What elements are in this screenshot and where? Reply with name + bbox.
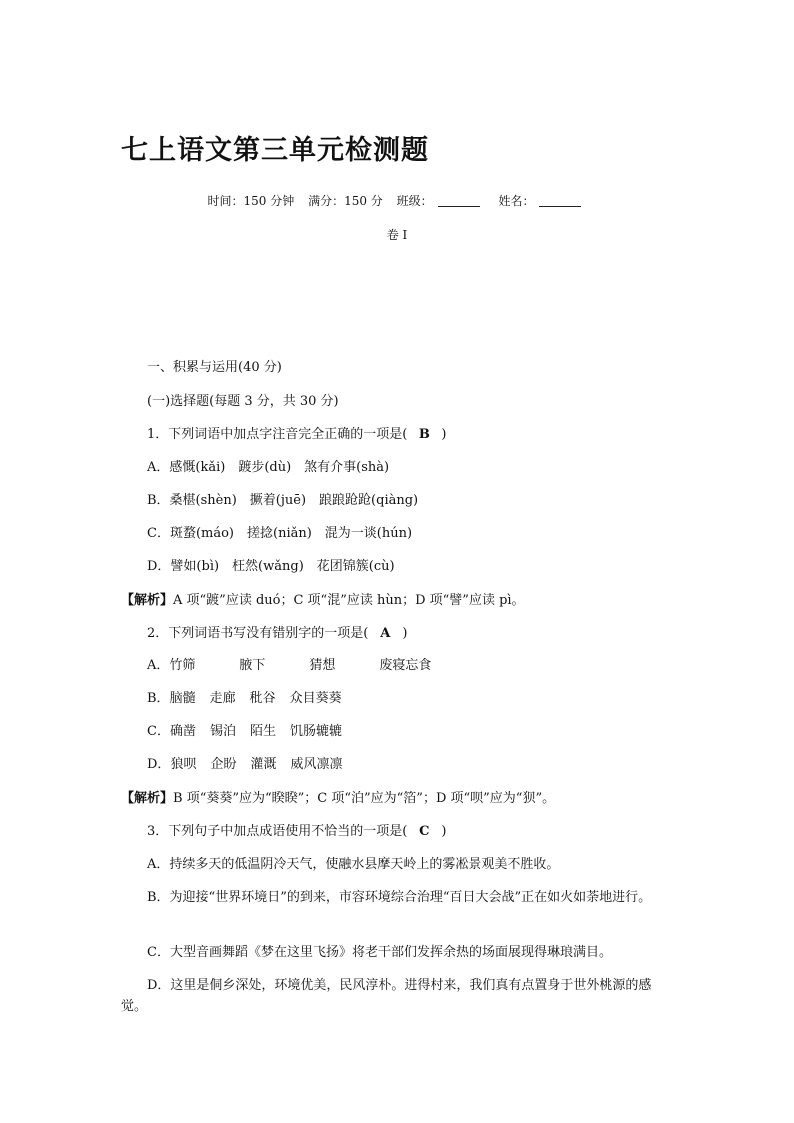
exam-time: 时间：150 分钟 (207, 194, 295, 208)
option-word: 腋下 (239, 658, 266, 673)
q1-option-c: C．斑蝥(máo) 搓捻(niǎn) 混为一谈(hún) (147, 526, 413, 541)
class-blank (438, 194, 480, 207)
exam-meta (0, 192, 794, 209)
name-label: 姓名： (498, 194, 535, 208)
q1-stem (147, 426, 446, 444)
class-field (397, 194, 485, 208)
q3-option-a: A．持续多天的低温阴冷天气，使融水县摩天岭上的雾凇景观美不胜收。 (147, 857, 560, 872)
option-word: 锡泊 (209, 724, 236, 739)
q2-analysis-label: 【解析】 (121, 791, 174, 806)
q3-close: ) (441, 824, 447, 839)
q1-analysis (121, 592, 525, 610)
q2-stem-text: 2．下列词语书写没有错别字的一项是( (147, 626, 369, 641)
name-field (498, 194, 586, 208)
q3-option-d: D．这里是侗乡深处，环境优美，民风淳朴。进得村来，我们真有点置身于世外桃源的感觉。 (121, 978, 652, 1014)
q2-analysis (121, 790, 555, 808)
q1-analysis-text: A 项“踱”应读 duó；C 项“混”应读 hùn；D 项“譬”应读 pì。 (173, 593, 525, 608)
q1-option-a: A．感慨(kǎi) 踱步(dù) 煞有介事(shà) (147, 460, 390, 475)
option-word: 陌生 (249, 724, 276, 739)
q1-analysis-label: 【解析】 (121, 593, 174, 608)
name-blank (539, 194, 581, 207)
exam-score: 满分：150 分 (308, 194, 383, 208)
q2-close: ) (402, 626, 408, 641)
section-heading: 一、积累与运用(40 分) (147, 360, 282, 375)
option-word: 灌溉 (250, 757, 277, 772)
q1-option-d: D．譬如(bì) 枉然(wǎng) 花团锦簇(cù) (147, 559, 395, 574)
option-word: 脑髓 (169, 691, 196, 706)
option-word: 竹筛 (169, 658, 196, 673)
section-subheading: (一)选择题(每题 3 分，共 30 分) (147, 394, 339, 409)
class-label: 班级： (396, 194, 433, 208)
option-word: 饥肠辘辘 (290, 724, 343, 739)
option-word: 走廊 (209, 691, 236, 706)
option-word: 众目葵葵 (289, 691, 342, 706)
q1-option-b: B．桑椹(shèn) 撅着(juē) 踉踉跄跄(qiàng) (147, 493, 419, 508)
q1-stem-text: 1．下列词语中加点字注音完全正确的一项是( (147, 427, 408, 442)
q2-option-d (147, 756, 357, 774)
q3-stem (147, 823, 446, 841)
q2-option-c (147, 723, 356, 741)
option-word: 狼呗 (170, 757, 197, 772)
q2-option-a (147, 657, 431, 675)
q2-option-b (147, 690, 356, 708)
q3-option-c: C．大型音画舞蹈《梦在这里飞扬》将老干部们发挥余热的场面展现得琳琅满目。 (147, 945, 612, 960)
volume-label: 卷 I (386, 228, 408, 242)
option-word: 威风凛凛 (290, 757, 343, 772)
q1-close: ) (441, 427, 447, 442)
option-word: 确凿 (169, 724, 196, 739)
option-word: 猜想 (309, 658, 336, 673)
option-letter: D． (147, 757, 171, 772)
q2-answer: A (380, 626, 391, 641)
option-letter: B． (147, 691, 170, 706)
option-letter: A． (147, 658, 170, 673)
option-word: 废寝忘食 (379, 658, 432, 673)
q2-stem (147, 625, 407, 643)
q1-answer: B (418, 427, 430, 442)
q3-stem-text: 3．下列句子中加点成语使用不恰当的一项是( (147, 824, 408, 839)
option-word: 秕谷 (249, 691, 276, 706)
q3-option-b: B．为迎接“世界环境日”的到来，市容环境综合治理“百日大会战”正在如火如荼地进行。 (147, 890, 652, 905)
option-word: 企盼 (210, 757, 237, 772)
q3-answer: C (419, 824, 430, 839)
option-letter: C． (147, 724, 170, 739)
q2-analysis-text: B 项“葵葵”应为“睽睽”；C 项“泊”应为“箔”；D 项“呗”应为“狈”。 (173, 791, 556, 806)
page-title: 七上语文第三单元检测题 (121, 135, 429, 166)
